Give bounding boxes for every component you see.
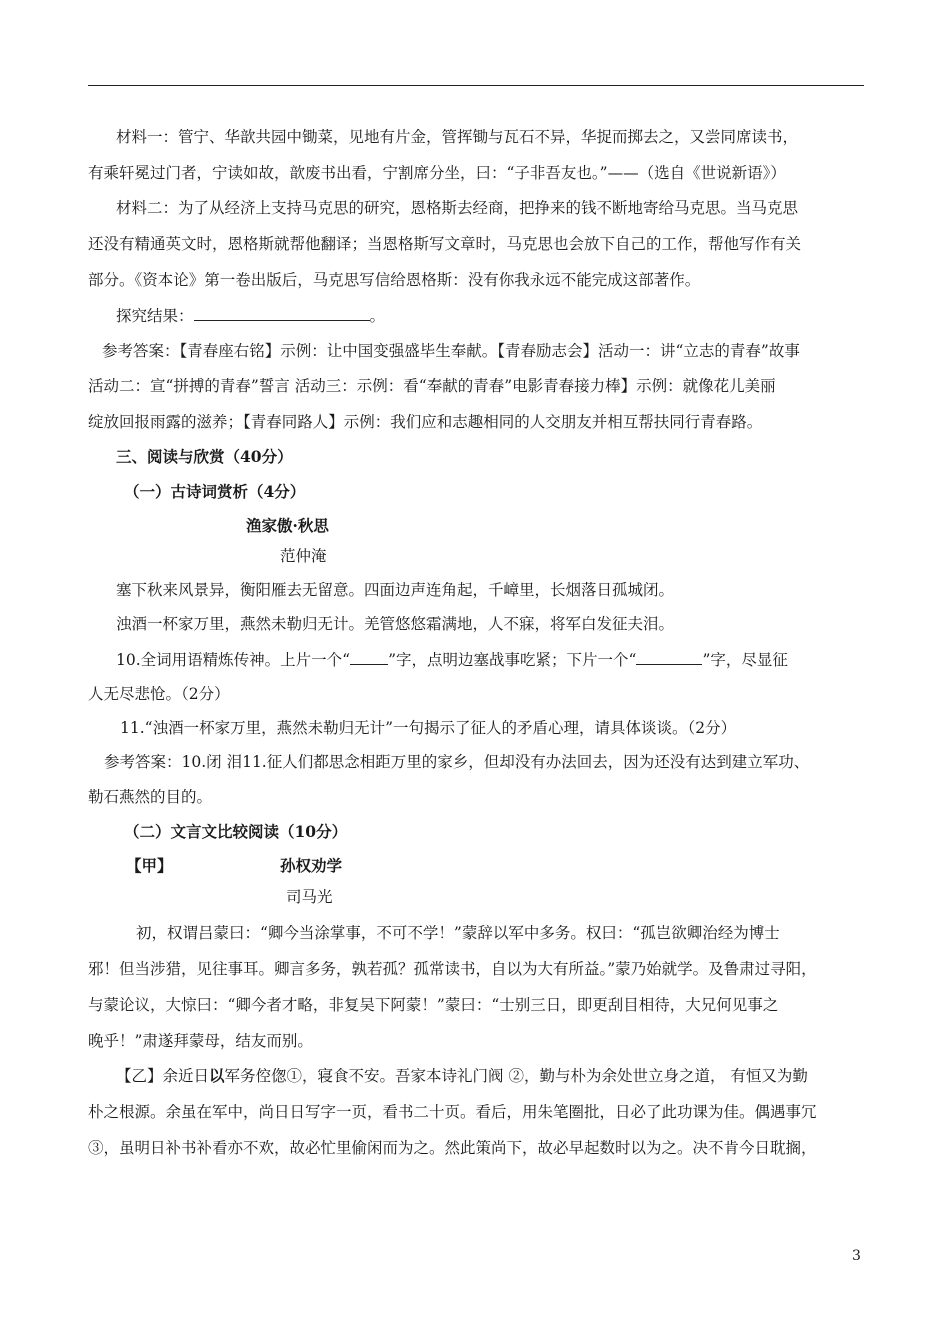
jia-line4: 晚乎！”肃遂拜蒙母，结友而别。 bbox=[88, 1032, 313, 1050]
q10-text-part2: ”字，点明边塞战事吃紧；下片一个“ bbox=[388, 651, 637, 669]
jia-tag: 【甲】 bbox=[126, 856, 173, 875]
poem-author: 范仲淹 bbox=[280, 547, 327, 565]
answer1-line3: 绽放回报雨露的滋养；【青春同路人】示例：我们应和志趣相同的人交朋友并相互帮扶同行青春路。 bbox=[88, 413, 763, 431]
q10-blank1[interactable] bbox=[350, 649, 388, 665]
result-end: 。 bbox=[369, 307, 386, 325]
poem-line1: 塞下秋来风景异，衡阳雁去无留意。四面边声连角起，千嶂里，长烟落日孤城闭。 bbox=[116, 581, 675, 599]
jia-line1: 初，权谓吕蒙曰：“卿今当涂掌事，不可不学！”蒙辞以军中多务。权曰：“孤岂欲卿治经为博士 bbox=[136, 924, 780, 942]
yi-line1-bold: 以 bbox=[209, 1066, 225, 1085]
question10-line1 bbox=[116, 649, 788, 670]
jia-line3: 与蒙论议，大惊曰：“卿今者才略，非复吴下阿蒙！”蒙曰：“士别三日，即更刮目相待，大兄何见事之 bbox=[88, 996, 779, 1014]
jia-line2: 邪！但当涉猎，见往事耳。卿言多务，孰若孤？孤常读书，自以为大有所益。”蒙乃始就学。及鲁肃过寻阳， bbox=[88, 960, 817, 978]
answer1-line1: 参考答案：【青春座右铭】示例：让中国变强盛毕生奉献。【青春励志会】活动一：讲“立志的青春”故事 bbox=[102, 342, 800, 360]
poem-line2: 浊酒一杯家万里，燕然未勒归无计。羌管悠悠霜满地，人不寐，将军白发征夫泪。 bbox=[116, 615, 675, 633]
result-line bbox=[116, 305, 385, 326]
page-number: 3 bbox=[852, 1248, 861, 1264]
yi-line1-start: 【乙】余近日 bbox=[116, 1067, 210, 1085]
result-answer-blank[interactable] bbox=[194, 305, 370, 321]
material1-line2: 有乘轩冕过门者，宁读如故，歆废书出看，宁割席分坐，曰：“子非吾友也。”——（选自《世说新语》） bbox=[88, 164, 786, 182]
answer2-line2: 勒石燕然的目的。 bbox=[88, 788, 213, 806]
poem-title: 渔家傲·秋思 bbox=[246, 516, 329, 535]
question10-line2: 人无尽悲怆。（2分） bbox=[88, 685, 230, 703]
q10-text-part1: 10.全词用语精炼传神。上片一个“ bbox=[116, 651, 351, 669]
yi-line3: ③，虽明日补书补看亦不欢，故必忙里偷闲而为之。然此策尚下，故必早起数时以为之。决不肯今日耽搁， bbox=[88, 1139, 817, 1157]
jia-author: 司马光 bbox=[286, 888, 333, 906]
q10-blank2[interactable] bbox=[636, 649, 702, 665]
jia-title: 孙权劝学 bbox=[280, 856, 343, 875]
poem-section-heading: （一）古诗词赏析（4分） bbox=[124, 482, 306, 501]
material2-line1: 材料二：为了从经济上支持马克思的研究，恩格斯去经商，把挣来的钱不断地寄给马克思。当马克思 bbox=[116, 199, 799, 217]
answer1-line2: 活动二：宣“拼搏的青春”誓言 活动三：示例：看“奉献的青春”电影青春接力棒】示例：就像花儿美丽 bbox=[88, 377, 776, 395]
result-label: 探究结果： bbox=[116, 307, 194, 325]
material1-line1: 材料一：管宁、华歆共园中锄菜，见地有片金，管挥锄与瓦石不异，华捉而掷去之，又尝同席读书， bbox=[116, 128, 799, 146]
yi-line1 bbox=[116, 1066, 808, 1086]
section3-heading: 三、阅读与欣赏（40分） bbox=[116, 447, 293, 466]
yi-line1-end: 军务倥偬①，寝食不安。吾家本诗礼门阀 ②，勤与朴为余处世立身之道， 有恒又为勤 bbox=[224, 1067, 808, 1085]
question11: 11.“浊酒一杯家万里，燕然未勒归无计”一句揭示了征人的矛盾心理，请具体谈谈。（2分） bbox=[120, 719, 737, 737]
material2-line2: 还没有精通英文时，恩格斯就帮他翻译；当恩格斯写文章时，马克思也会放下自己的工作，帮他写作有关 bbox=[88, 235, 802, 253]
q10-text-part3: ”字，尽显征 bbox=[702, 651, 788, 669]
answer2-line1: 参考答案：10.闭 泪11.征人们都思念相距万里的家乡，但却没有办法回去，因为还没有达到建立军功、 bbox=[104, 753, 810, 771]
material2-line3: 部分。《资本论》第一卷出版后，马克思写信给恩格斯：没有你我永远不能完成这部著作。 bbox=[88, 271, 701, 289]
header-rule bbox=[88, 85, 864, 86]
classical-section-heading: （二）文言文比较阅读（10分） bbox=[124, 822, 348, 841]
yi-line2: 朴之根源。余虽在军中，尚日日写字一页，看书二十页。看后，用朱笔圈批，日必了此功课为佳。偶遇事冗 bbox=[88, 1103, 817, 1121]
